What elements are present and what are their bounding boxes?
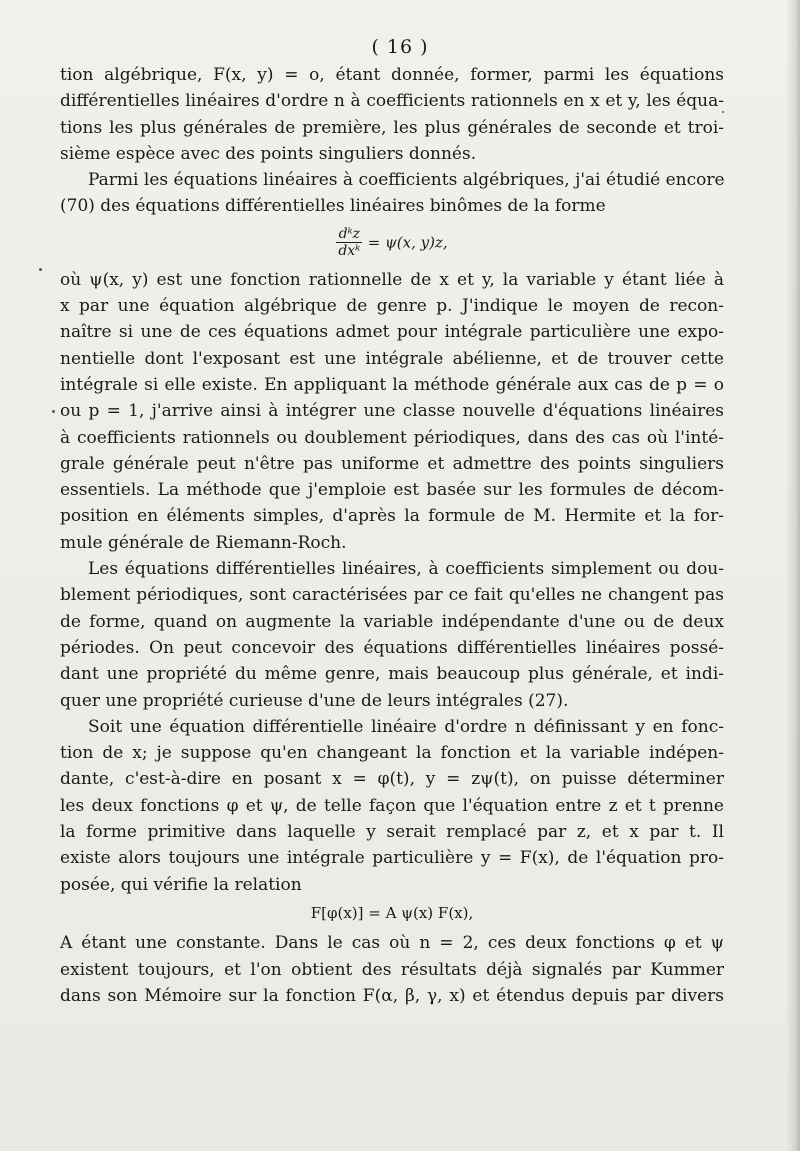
text-line: naître si une de ces équations admet pour intégrale particulière une expo-	[60, 322, 724, 343]
text-line: blement périodiques, sont caractérisées par ce fait qu'elles ne changent pas	[60, 585, 724, 606]
text-line: nentielle dont l'exposant est une intégrale abélienne, et de trouver cette	[60, 348, 724, 369]
body-text	[60, 62, 724, 1009]
text-line: existe alors toujours une intégrale particulière y = F(x), de l'équation pro-	[60, 848, 724, 869]
text-line: grale générale peut n'être pas uniforme et admettre des points singuliers	[60, 453, 724, 474]
equation-rhs: = ψ(x, y)z,	[367, 233, 448, 252]
text-line: où ψ(x, y) est une fonction rationnelle de x et y, la variable y étant liée à	[60, 269, 724, 290]
text-line: tions les plus générales de première, les plus générales de seconde et troi-	[60, 117, 724, 138]
paragraph-start: Soit une équation différentielle linéaire d'ordre n définissant y en fonc-	[88, 716, 724, 737]
fraction-denominator: dxᵏ	[338, 242, 361, 259]
text-line: ou p = 1, j'arrive ainsi à intégrer une classe nouvelle d'équations linéaires	[60, 401, 724, 422]
print-speck	[52, 410, 55, 413]
fraction-numerator: dᵏz	[336, 226, 362, 243]
derivative-fraction	[336, 226, 362, 259]
text-line: à coefficients rationnels ou doublement périodiques, dans des cas où l'inté-	[60, 427, 724, 448]
text-line: A étant une constante. Dans le cas où n = 2, ces deux fonctions φ et ψ	[60, 933, 724, 954]
equation-binomial	[60, 226, 724, 259]
text-line: la forme primitive dans laquelle y serait remplacé par z, et x par t. Il	[60, 822, 724, 843]
text-line: tion de x; je suppose qu'en changeant la fonction et la variable indépen-	[60, 743, 724, 764]
text-line: sième espèce avec des points singuliers donnés.	[60, 143, 477, 164]
text-line: existent toujours, et l'on obtient des résultats déjà signalés par Kummer	[60, 959, 724, 980]
text-line: tion algébrique, F(x, y) = o, étant donnée, former, parmi les équations	[60, 65, 724, 85]
text-line: dante, c'est-à-dire en posant x = φ(t), y = zψ(t), on puisse déterminer	[60, 769, 724, 790]
text-line: dans son Mémoire sur la fonction F(α, β, γ, x) et étendus depuis par divers	[60, 985, 724, 1006]
equation-functional-relation: F[φ(x)] = A ψ(x) F(x),	[310, 903, 474, 922]
text-line: intégrale si elle existe. En appliquant la méthode générale aux cas de p = o	[60, 374, 724, 395]
page-edge-shadow	[786, 0, 800, 1151]
text-line: les deux fonctions φ et ψ, de telle façon que l'équation entre z et t prenne	[60, 795, 724, 816]
print-speck	[722, 111, 724, 113]
print-speck	[39, 268, 42, 271]
text-line: dant une propriété du même genre, mais beaucoup plus générale, et indi-	[60, 664, 724, 685]
text-line: x par une équation algébrique de genre p. J'indique le moyen de recon-	[60, 296, 724, 317]
paragraph-start: Parmi les équations linéaires à coefficients algébriques, j'ai étudié encore	[88, 170, 725, 191]
text-line: périodes. On peut concevoir des équations différentielles linéaires possé-	[60, 637, 724, 658]
text-line: différentielles linéaires d'ordre n à coefficients rationnels en x et y, les équa-	[60, 91, 724, 112]
text-line: posée, qui vérifie la relation	[60, 874, 302, 895]
page-number: ( 16 )	[371, 36, 429, 58]
text-line: mule générale de Riemann-Roch.	[60, 532, 347, 553]
text-line: position en éléments simples, d'après la formule de M. Hermite et la for-	[60, 506, 724, 527]
text-line: essentiels. La méthode que j'emploie est basée sur les formules de décom-	[60, 480, 724, 501]
text-line: (70) des équations différentielles linéaires binômes de la forme	[60, 196, 606, 217]
text-line: de forme, quand on augmente la variable indépendante d'une ou de deux	[60, 611, 724, 632]
text-line: quer une propriété curieuse d'une de leurs intégrales (27).	[60, 690, 569, 711]
paragraph-start: Les équations différentielles linéaires, à coefficients simplement ou dou-	[88, 559, 724, 580]
